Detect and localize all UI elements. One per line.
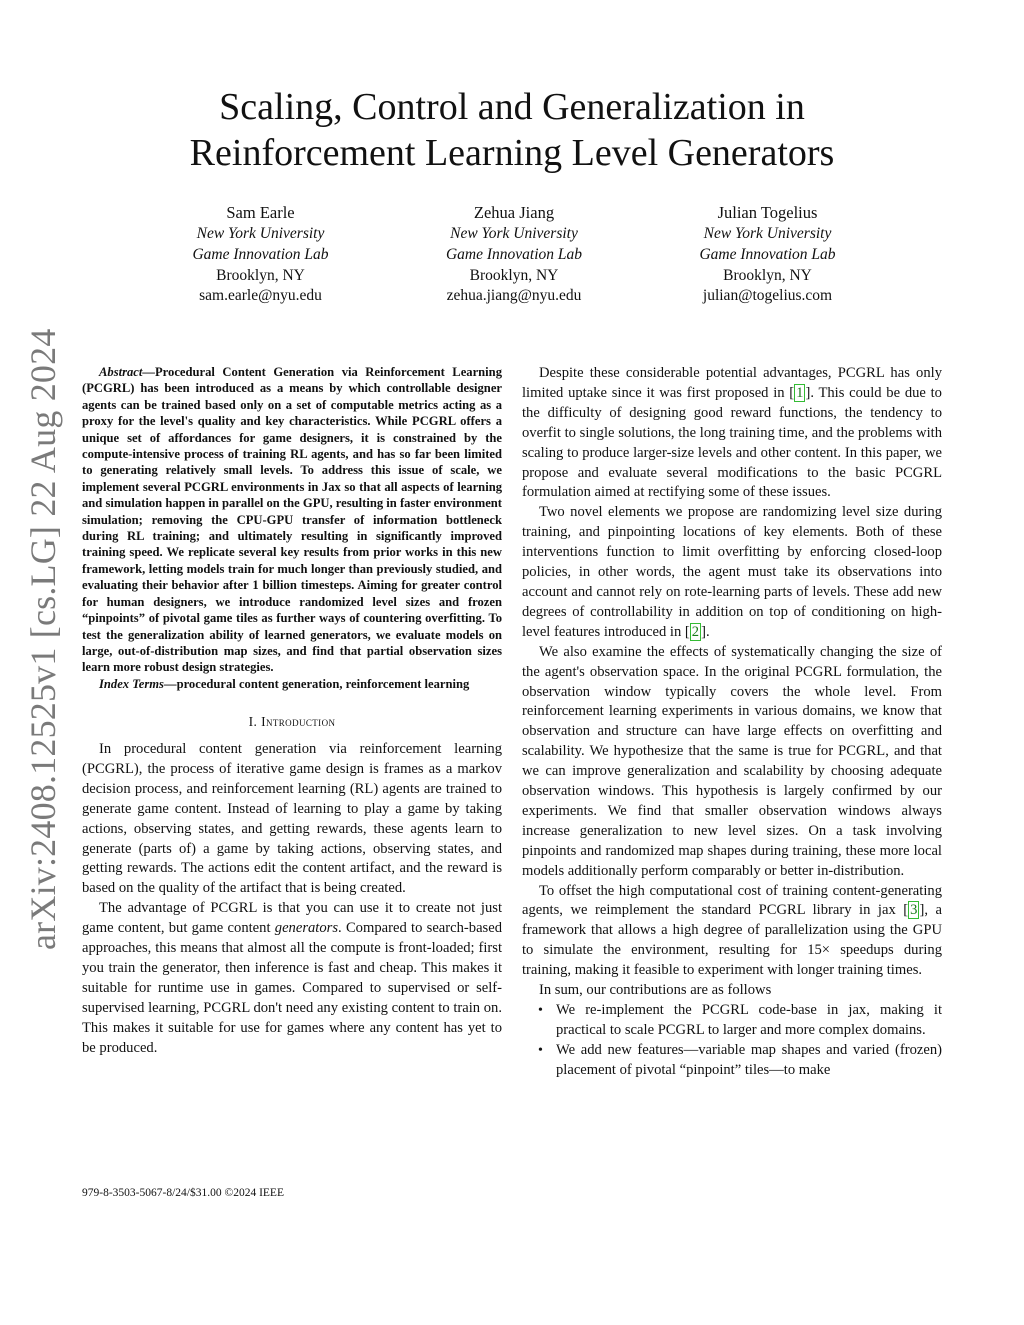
author-city: Brooklyn, NY bbox=[723, 266, 812, 284]
para6-part-b: , a framework that allows a high degree of parallelization using the GPU to simulate the environment, resulting for 15× speedups during training, making it feasible to experiment with longer training times. bbox=[522, 902, 942, 979]
index-terms-lead: Index Terms— bbox=[99, 676, 177, 691]
intro-paragraph-1: In procedural content generation via reinforcement learning (PCGRL), the process of iterative game design is frames as a markov decision process, and reinforcement learning (RL) agents are trained to generate game content. Instead of learning to play a game by taking actions, observing states, and getting rewards, these agents learn to generate (parts of) a game by taking actions, observing states, and getting rewards. The actions edit the content artifact, and the reward is based on the quality of the artifact that is being created. bbox=[82, 741, 502, 897]
section-title: Introduction bbox=[261, 714, 336, 730]
intro-paragraph-7: In sum, our contributions are as follows bbox=[539, 982, 772, 999]
title-line-1: Scaling, Control and Generalization in bbox=[219, 86, 805, 128]
para3-part-a: Despite these considerable potential advantages, PCGRL has only limited uptake since it was first proposed in bbox=[522, 365, 942, 401]
index-terms bbox=[82, 676, 502, 692]
author-email[interactable]: zehua.jiang@nyu.edu bbox=[446, 287, 582, 305]
author-block bbox=[134, 202, 894, 307]
abstract-lead: Abstract— bbox=[99, 365, 155, 379]
intro-paragraph-3 bbox=[522, 364, 942, 503]
title-line-2: Reinforcement Learning Level Generators bbox=[189, 132, 835, 174]
abstract bbox=[82, 364, 502, 676]
para2-part-b: . Compared to search-based approaches, this means that almost all the compute is front-loaded; first you train the generator, then inference is fast and cheap. This makes it suitable for runtime use in games. Compared to supervised or self-supervised learning, PCGRL don't need any existing content to train on. This makes it suitable for use for games where any content has yet to be produced. bbox=[82, 920, 502, 1056]
citation-number[interactable]: 2 bbox=[691, 623, 700, 640]
arxiv-identifier: arXiv:2408.12525v1 [cs.LG] 22 Aug 2024 bbox=[23, 328, 63, 950]
citation-number[interactable]: 3 bbox=[910, 902, 918, 919]
author-email[interactable]: julian@togelius.com bbox=[702, 287, 833, 305]
para2-part-a: The advantage of PCGRL is that you can use it to create not just game content, but game content bbox=[82, 900, 502, 937]
author-lab: Game Innovation Lab bbox=[699, 245, 836, 263]
author-affiliation: New York University bbox=[703, 225, 832, 242]
para4-part-a: Two novel elements we propose are randomizing level size during training, and pinpointing locations of key elements. Both of these interventions function to limit overfitting by enforcing closed-loop policies, in other words, the agent must take its observations into account and cannot rely on rote-learning parts of levels. These add new degrees of controllability in addition on top of conditioning on high-level features introduced in bbox=[522, 504, 942, 640]
para6-part-a: To offset the high computational cost of training content-generating agents, we reimplement the standard PCGRL library in jax bbox=[522, 882, 942, 919]
paper-title bbox=[0, 84, 1024, 176]
citation-link[interactable]: [ 1 ] bbox=[789, 384, 811, 401]
para2-emphasis: generators bbox=[274, 920, 339, 937]
right-column bbox=[522, 364, 942, 1081]
author-affiliation: New York University bbox=[196, 225, 325, 242]
citation-link[interactable]: [ 2 ] bbox=[684, 623, 706, 640]
copyright-footnote: 979-8-3503-5067-8/24/$31.00 ©2024 IEEE bbox=[82, 1187, 284, 1199]
index-terms-body: procedural content generation, reinforcement learning bbox=[176, 676, 470, 691]
abstract-body: Procedural Content Generation via Reinforcement Learning (PCGRL) has been introduced as a means by which controllable designer agents can be trained based only on a set of computable metrics acting as a proxy for the level's quality and key characteristics. While PCGRL offers a unique set of affordances for game designers, it is constrained by the compute-intensive process of training RL agents, and has so far been limited to generating relatively small levels. To address this issue of scale, we implement several PCGRL environments in Jax so that all aspects of learning and simulation happen in parallel on the GPU, resulting in faster environment simulation; removing the CPU-GPU transfer of information bottleneck during RL training; and ultimately resulting in significantly improved training speed. We replicate several key results from prior works in this new framework, letting models train for much longer than previously studied, and evaluating their behavior after 1 billion timesteps. Aiming for greater control for human designers, we introduce randomized level sizes and frozen “pinpoints” of pivotal game tiles as further ways of countering overfitting. To test the generalization ability of learned generators, we evaluate models on large, out-of-distribution map sizes, and find that partial observation sizes learn more robust design strategies. bbox=[82, 365, 502, 675]
author-name: Julian Togelius bbox=[717, 203, 818, 222]
intro-paragraph-4 bbox=[522, 503, 942, 642]
left-column bbox=[82, 364, 502, 1059]
author-name: Sam Earle bbox=[226, 203, 295, 222]
para3-part-b: . This could be due to the difficulty of designing good reward functions, the tendency to overfit to single solutions, the long training time, and the problems with scaling to produce larger-size levels and other content. In this paper, we propose and evaluate several modifications to the basic PCGRL formulation aimed at rectifying some of these issues. bbox=[522, 384, 942, 501]
author-city: Brooklyn, NY bbox=[469, 266, 559, 284]
author-affiliation: New York University bbox=[450, 225, 578, 242]
section-heading-introduction bbox=[82, 712, 502, 732]
intro-paragraph-6 bbox=[522, 882, 942, 982]
author-1 bbox=[134, 202, 387, 307]
para4-part-b: . bbox=[705, 623, 710, 640]
author-3 bbox=[641, 202, 894, 307]
author-lab: Game Innovation Lab bbox=[192, 245, 329, 263]
list-item: • We add new features—variable map shapes and varied (frozen) placement of pivotal “pinpoint” tiles—to make bbox=[522, 1041, 942, 1081]
citation-link[interactable]: [ 3 ] bbox=[903, 902, 925, 919]
author-name: Zehua Jiang bbox=[473, 203, 555, 222]
intro-paragraph-2 bbox=[82, 899, 502, 1058]
intro-paragraph-5: We also examine the effects of systematically changing the size of the agent's observation space. In the original PCGRL formulation, the observation window typically covers the whole level. From reinforcement learning experiments in various domains, we know that observation and structure can have large effects on overfitting and scalability. We hypothesize that the same is true for PCGRL, and that we can improve generalization and scalability by choosing adequate observation windows. This hypothesis is largely confirmed by our experiments. We find that smaller observation windows always increase generalization to new level sizes. On a task involving pinpoints and randomized map shapes during training, these more local models additionally perform comparably or better in-distribution. bbox=[522, 643, 942, 879]
citation-number[interactable]: 1 bbox=[796, 384, 804, 401]
author-lab: Game Innovation Lab bbox=[445, 245, 583, 263]
author-city: Brooklyn, NY bbox=[216, 266, 305, 284]
list-item: • We re-implement the PCGRL code-base in jax, making it practical to scale PCGRL to larger and more complex domains. bbox=[522, 1001, 942, 1041]
contributions-list bbox=[522, 1001, 942, 1081]
section-number: I. bbox=[248, 714, 258, 730]
author-email[interactable]: sam.earle@nyu.edu bbox=[199, 287, 322, 305]
author-2 bbox=[388, 202, 641, 307]
